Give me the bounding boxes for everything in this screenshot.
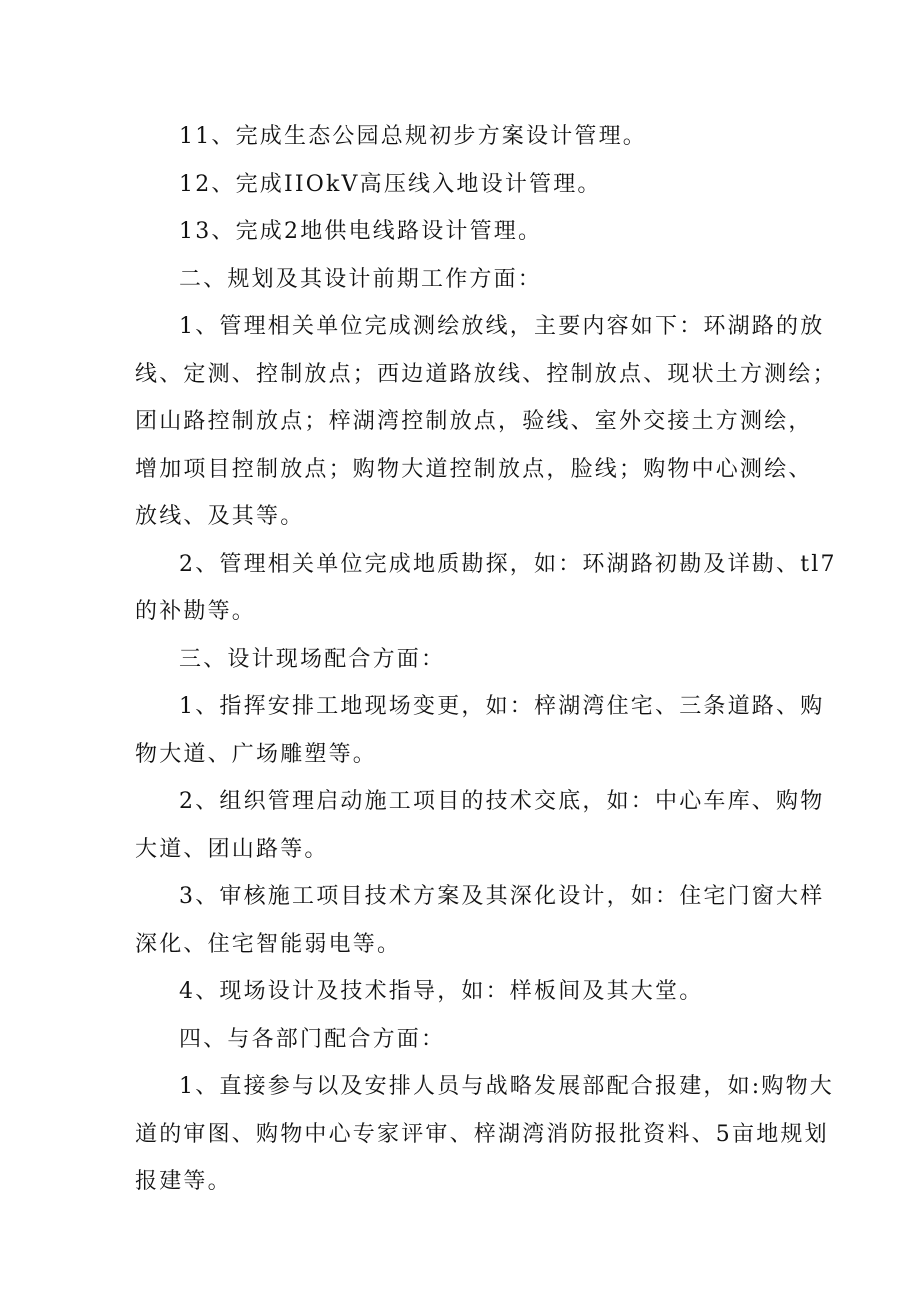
- paragraph-line: 大道、团山路等。: [135, 836, 329, 862]
- paragraph-line: 线、定测、控制放点；西边道路放线、控制放点、现状土方测绘；: [135, 361, 837, 387]
- paragraph-line: 13、完成2地供电线路设计管理。: [179, 219, 543, 244]
- paragraph-line: 四、与各部门配合方面：: [179, 1026, 446, 1052]
- paragraph: [135, 161, 790, 209]
- paragraph: [135, 303, 837, 541]
- paragraph: [135, 683, 825, 778]
- paragraph-line: 深化、住宅智能弱电等。: [135, 931, 402, 957]
- paragraph-line: 放线、及其等。: [135, 504, 305, 529]
- paragraph: [135, 968, 790, 1016]
- paragraph-line: 道的审图、购物中心专家评审、梓湖湾消防报批资料、5亩地规划: [135, 1121, 829, 1147]
- paragraph-line: 3、审核施工项目技术方案及其深化设计，如：住宅门窗大样: [179, 884, 825, 909]
- paragraph: [135, 636, 790, 684]
- paragraph-line: 团山路控制放点；梓湖湾控制放点，验线、室外交接土方测绘，: [135, 409, 813, 434]
- paragraph: [135, 873, 825, 968]
- paragraph-line: 1、直接参与以及安排人员与战略发展部配合报建，如:购物大: [179, 1074, 835, 1099]
- paragraph-line: 1、管理相关单位完成测绘放线，主要内容如下：环湖路的放: [179, 314, 825, 339]
- paragraph: [135, 1016, 790, 1064]
- paragraph: [135, 208, 790, 256]
- paragraph-line: 1、指挥安排工地现场变更，如：梓湖湾住宅、三条道路、购: [179, 694, 825, 719]
- paragraph-line: 4、现场设计及技术指导，如：样板间及其大堂。: [179, 979, 704, 1004]
- paragraph-line: 2、管理相关单位完成地质勘探，如：环湖路初勘及详勘、tl7: [179, 551, 837, 577]
- document-body: [135, 113, 837, 1206]
- paragraph: [135, 778, 825, 873]
- paragraph-line: 增加项目控制放点；购物大道控制放点，脸线；购物中心测绘、: [135, 456, 813, 482]
- paragraph-line: 报建等。: [135, 1169, 232, 1194]
- paragraph-line: 11、完成生态公园总规初步方案设计管理。: [179, 124, 647, 149]
- paragraph-line: 的补勘等。: [135, 599, 257, 624]
- paragraph: [135, 541, 837, 636]
- paragraph-line: 物大道、广场雕塑等。: [135, 741, 378, 767]
- paragraph-line: 2、组织管理启动施工项目的技术交底，如：中心车库、购物: [179, 789, 825, 814]
- paragraph-line: 二、规划及其设计前期工作方面：: [179, 266, 543, 292]
- paragraph-line: 三、设计现场配合方面：: [179, 646, 446, 672]
- paragraph: [135, 1063, 835, 1206]
- paragraph: [135, 113, 790, 161]
- paragraph: [135, 256, 790, 304]
- paragraph-line: 12、完成IIOkV高压线入地设计管理。: [179, 171, 602, 197]
